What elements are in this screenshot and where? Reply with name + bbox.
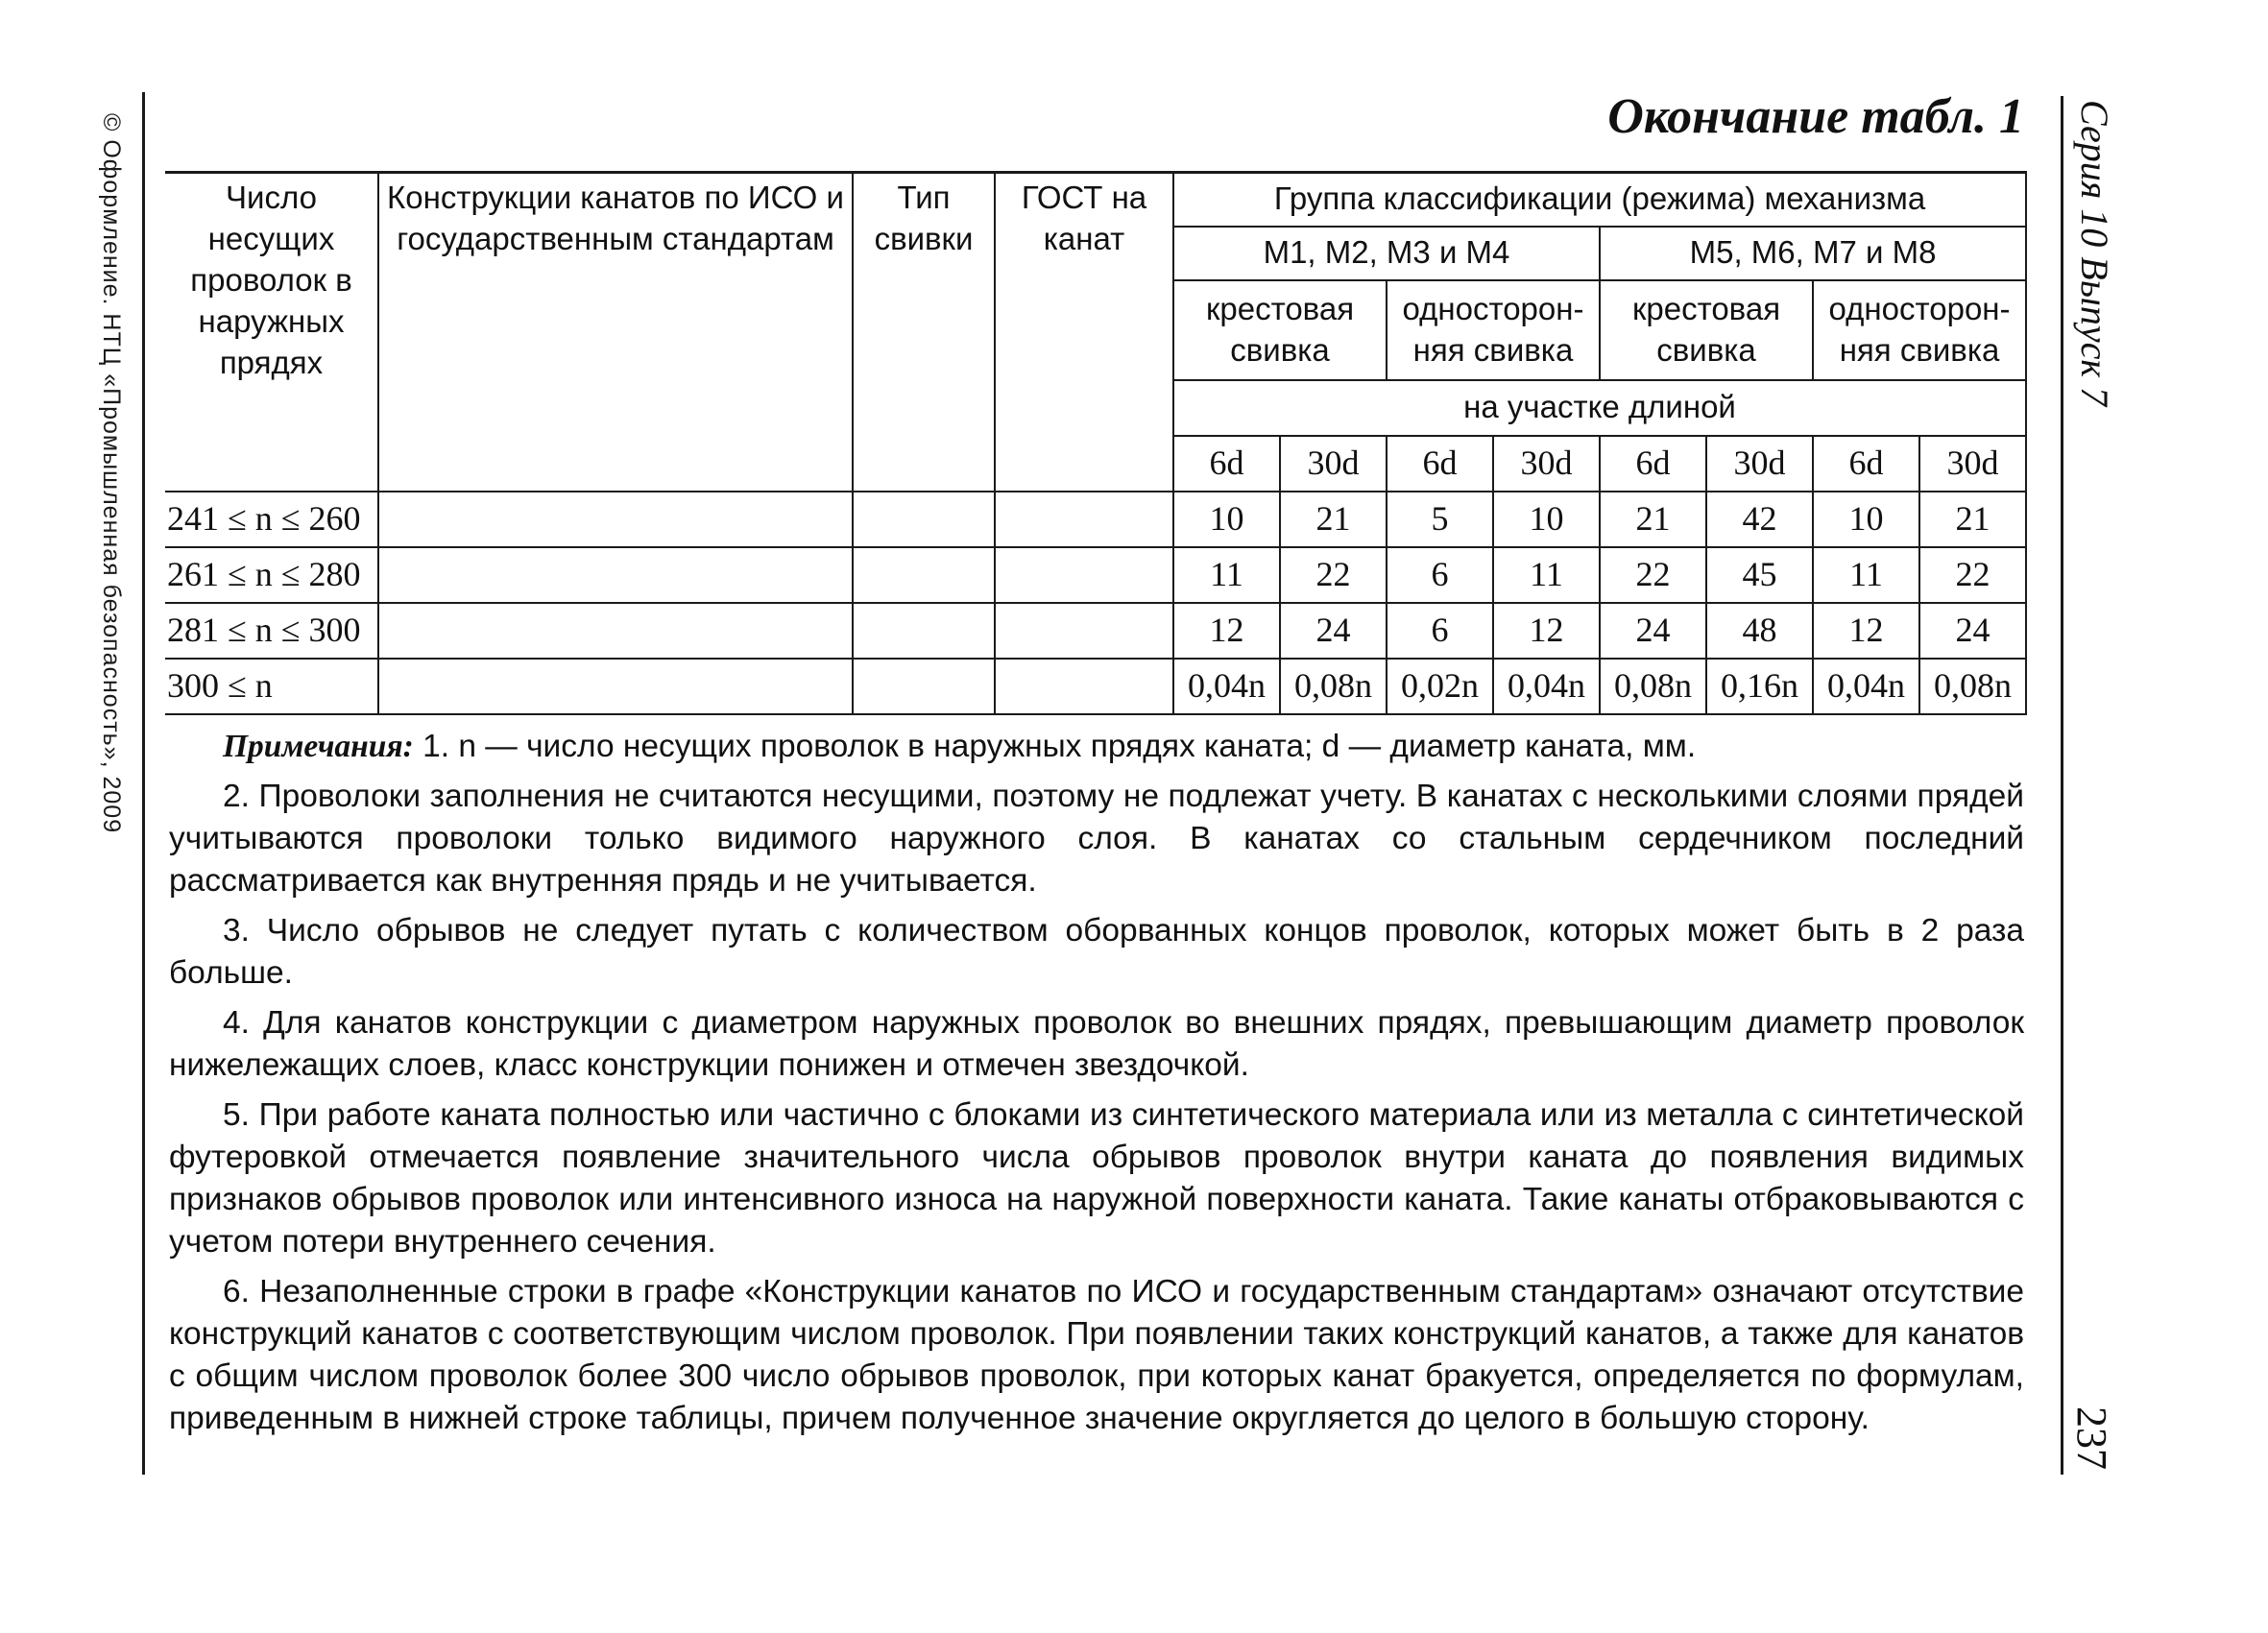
row-label: 281 ≤ n ≤ 300 xyxy=(165,603,378,659)
series-margin-text: Серия 10 Выпуск 7 xyxy=(2073,100,2116,407)
value-cell: 24 xyxy=(1600,603,1706,659)
note-text: 1. n — число несущих проволок в наружных прядях каната; d — диаметр каната, мм. xyxy=(422,729,1697,764)
value-cell: 11 xyxy=(1493,547,1600,603)
value-cell: 0,02n xyxy=(1387,659,1493,714)
value-cell: 22 xyxy=(1919,547,2026,603)
table-row xyxy=(165,547,2026,603)
value-cell: 0,08n xyxy=(1919,659,2026,714)
header-30d: 30d xyxy=(1706,436,1813,492)
value-cell: 0,04n xyxy=(1493,659,1600,714)
row-label: 300 ≤ n xyxy=(165,659,378,714)
row-label: 241 ≤ n ≤ 260 xyxy=(165,492,378,547)
note-item: 3. Число обрывов не следует путать с количеством оборванных концов проволок, которых может быть в 2 раза больше. xyxy=(169,913,2024,991)
note-item: 2. Проволоки заполнения не считаются несущими, поэтому не подлежат учету. В канатах с несколькими слоями прядей учитываются проволоки только видимого наружного слоя. В канатах со стальным сердечником последний рассматривается как внутренняя прядь и не учитывается. xyxy=(169,779,2024,899)
header-6d: 6d xyxy=(1600,436,1706,492)
header-lang-lay: односторон-няя свивка xyxy=(1387,280,1600,380)
value-cell: 10 xyxy=(1813,492,1919,547)
value-cell: 45 xyxy=(1706,547,1813,603)
value-cell: 6 xyxy=(1387,603,1493,659)
value-cell: 48 xyxy=(1706,603,1813,659)
gost-cell xyxy=(995,603,1173,659)
value-cell: 12 xyxy=(1493,603,1600,659)
header-lang-lay: односторон-няя свивка xyxy=(1813,280,2026,380)
construction-cell xyxy=(378,492,853,547)
note-item: 5. При работе каната полностью или частично с блоками из синтетического материала или из металла с синтетической футеровкой отмечается появление значительного числа обрывов проволок внутри каната до появления видимых признаков обрывов проволок или интенсивного износа на наружной поверхности каната. Такие канаты отбраковываются с учетом потери внутреннего сечения. xyxy=(169,1097,2024,1260)
left-margin-rule xyxy=(142,92,145,1475)
table-row xyxy=(165,659,2026,714)
value-cell: 10 xyxy=(1173,492,1280,547)
value-cell: 22 xyxy=(1280,547,1387,603)
header-classification-group: Группа классификации (режима) механизма xyxy=(1173,173,2026,227)
value-cell: 22 xyxy=(1600,547,1706,603)
value-cell: 0,04n xyxy=(1173,659,1280,714)
value-cell: 0,08n xyxy=(1280,659,1387,714)
header-6d: 6d xyxy=(1173,436,1280,492)
header-wire-count: Число несущих проволок в наружных прядях xyxy=(165,173,378,492)
right-margin-rule xyxy=(2061,96,2063,1475)
value-cell: 11 xyxy=(1173,547,1280,603)
value-cell: 10 xyxy=(1493,492,1600,547)
value-cell: 5 xyxy=(1387,492,1493,547)
value-cell: 0,16n xyxy=(1706,659,1813,714)
header-cross-lay: крестовая свивка xyxy=(1600,280,1813,380)
header-cross-lay: крестовая свивка xyxy=(1173,280,1387,380)
value-cell: 24 xyxy=(1919,603,2026,659)
header-construction: Конструкции канатов по ИСО и государственным стандартам xyxy=(378,173,853,492)
table-row xyxy=(165,492,2026,547)
lay-type-cell xyxy=(853,603,995,659)
lay-type-cell xyxy=(853,547,995,603)
wire-breaks-table xyxy=(165,171,2027,715)
notes-section xyxy=(169,726,2024,1448)
value-cell: 6 xyxy=(1387,547,1493,603)
gost-cell xyxy=(995,492,1173,547)
value-cell: 21 xyxy=(1919,492,2026,547)
header-30d: 30d xyxy=(1919,436,2026,492)
gost-cell xyxy=(995,547,1173,603)
header-lay-type: Тип свивки xyxy=(853,173,995,492)
header-30d: 30d xyxy=(1280,436,1387,492)
lay-type-cell xyxy=(853,659,995,714)
header-gost: ГОСТ на канат xyxy=(995,173,1173,492)
value-cell: 12 xyxy=(1173,603,1280,659)
construction-cell xyxy=(378,659,853,714)
row-label: 261 ≤ n ≤ 280 xyxy=(165,547,378,603)
value-cell: 24 xyxy=(1280,603,1387,659)
value-cell: 21 xyxy=(1600,492,1706,547)
value-cell: 42 xyxy=(1706,492,1813,547)
table-row xyxy=(165,603,2026,659)
lay-type-cell xyxy=(853,492,995,547)
header-6d: 6d xyxy=(1813,436,1919,492)
value-cell: 11 xyxy=(1813,547,1919,603)
notes-lead: Примечания: xyxy=(223,729,414,764)
construction-cell xyxy=(378,547,853,603)
note-item: 4. Для канатов конструкции с диаметром наружных проволок во внешних прядях, превышающим диаметр проволок нижележащих слоев, класс конструкции понижен и отмечен звездочкой. xyxy=(169,1005,2024,1083)
header-30d: 30d xyxy=(1493,436,1600,492)
note-item xyxy=(169,726,2024,768)
value-cell: 0,04n xyxy=(1813,659,1919,714)
header-length: на участке длиной xyxy=(1173,380,2026,436)
construction-cell xyxy=(378,603,853,659)
value-cell: 21 xyxy=(1280,492,1387,547)
header-group-m5-m8: M5, M6, M7 и M8 xyxy=(1600,227,2026,280)
value-cell: 12 xyxy=(1813,603,1919,659)
header-group-m1-m4: M1, M2, M3 и M4 xyxy=(1173,227,1600,280)
table-title: Окончание табл. 1 xyxy=(1607,89,2024,144)
value-cell: 0,08n xyxy=(1600,659,1706,714)
note-item: 6. Незаполненные строки в графе «Конструкции канатов по ИСО и государственным стандартам» означают отсутствие конструкций канатов с соответствующим числом проволок. При появлении таких конструкций канатов, а также для канатов с общим числом проволок более 300 число обрывов проволок, при которых канат бракуется, определяется по формулам, приведенным в нижней строке таблицы, причем полученное значение округляется до целого в большую сторону. xyxy=(169,1274,2024,1436)
gost-cell xyxy=(995,659,1173,714)
header-6d: 6d xyxy=(1387,436,1493,492)
page-number: 237 xyxy=(2068,1406,2115,1470)
copyright-margin-text: © Оформление. НТЦ «Промышленная безопасность», 2009 xyxy=(98,113,125,834)
